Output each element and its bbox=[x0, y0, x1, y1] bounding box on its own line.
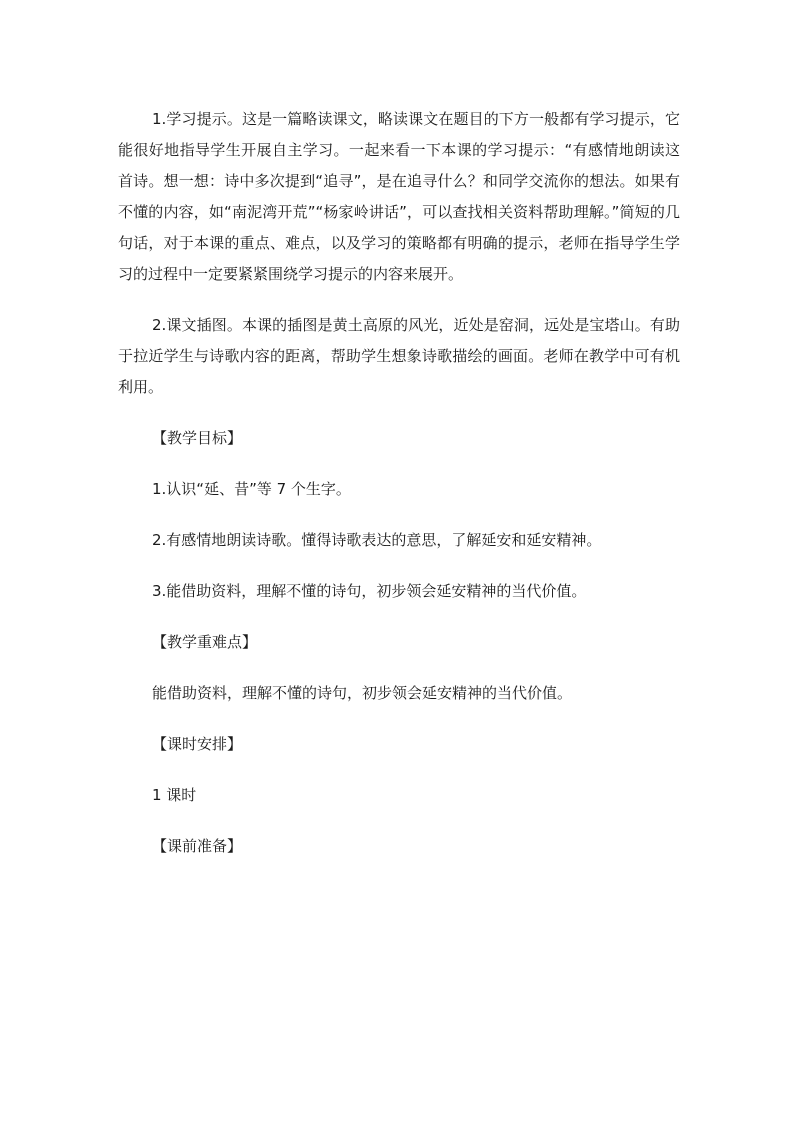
heading-key-difficult-points: 【教学重难点】 bbox=[152, 633, 258, 651]
paragraph-learning-tips: 1.学习提示。这是一篇略读课文，略读课文在题目的下方一般都有学习提示，它能很好地指导学生开展自主学习。一起来看一下本课的学习提示：“有感情地朗读这首诗。想一想：诗中多次提到“追寻”，是在追寻什么？和同学交流你的想法。如果有不懂的内容，如“南泥湾开荒”“杨家岭讲话”，可以查找相关资料帮助理解。”简短的几句话，对于本课的重点、难点，以及学习的策略都有明确的提示，老师在指导学生学习的过程中一定要紧紧围绕学习提示的内容来展开。 bbox=[118, 110, 680, 283]
class-schedule-text: 1 课时 bbox=[152, 786, 197, 804]
goal-item-3: 3.能借助资料，理解不懂的诗句，初步领会延安精神的当代价值。 bbox=[152, 582, 587, 600]
heading-teaching-goals: 【教学目标】 bbox=[152, 429, 243, 447]
spacer bbox=[118, 505, 680, 525]
spacer bbox=[118, 607, 680, 627]
spacer bbox=[118, 709, 680, 729]
document-body bbox=[118, 104, 680, 862]
heading-class-schedule: 【课时安排】 bbox=[152, 735, 243, 753]
spacer bbox=[118, 658, 680, 678]
spacer bbox=[118, 454, 680, 474]
goal-item-2: 2.有感情地朗读诗歌。懂得诗歌表达的意思，了解延安和延安精神。 bbox=[152, 531, 602, 549]
key-difficult-points-text: 能借助资料，理解不懂的诗句，初步领会延安精神的当代价值。 bbox=[152, 684, 573, 702]
spacer bbox=[118, 556, 680, 576]
spacer bbox=[118, 760, 680, 780]
heading-pre-class-preparation: 【课前准备】 bbox=[152, 837, 243, 855]
spacer bbox=[118, 811, 680, 831]
goal-item-1: 1.认识“延、昔”等 7 个生字。 bbox=[152, 480, 351, 498]
paragraph-illustration: 2.课文插图。本课的插图是黄土高原的风光，近处是窑洞，远处是宝塔山。有助于拉近学生与诗歌内容的距离，帮助学生想象诗歌描绘的画面。老师在教学中可有机利用。 bbox=[118, 316, 680, 396]
